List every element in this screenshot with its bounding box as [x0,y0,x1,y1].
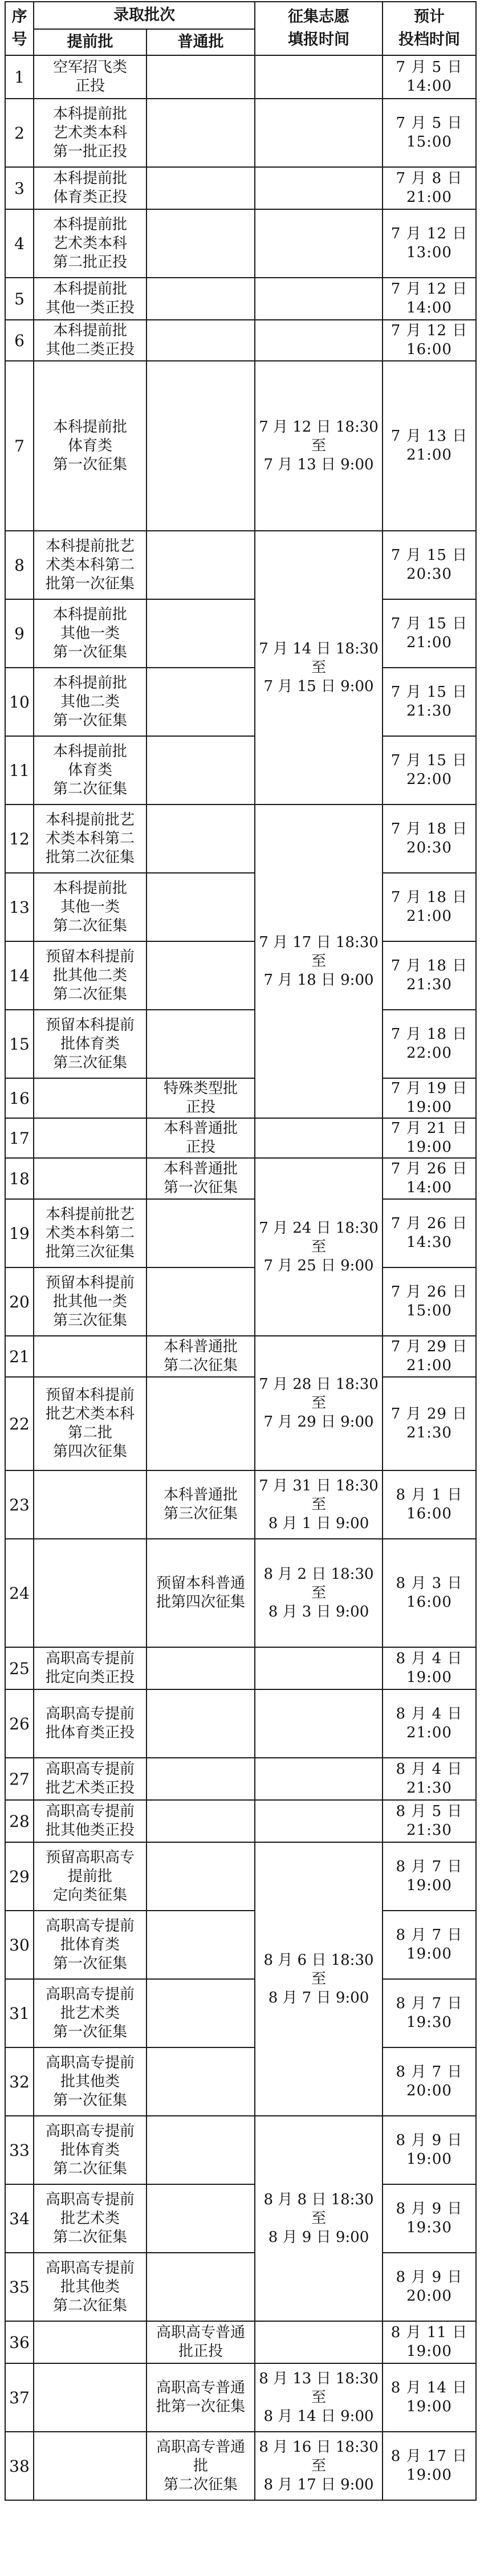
row-number-cell: 21 [5,1336,34,1377]
early-batch-cell: 预留本科提前 批其他二类 第二次征集 [34,941,147,1010]
table-row [5,2321,476,2363]
estimated-time-cell: 7 月 19 日 19:00 [383,1078,476,1118]
row-number-cell: 10 [5,668,34,736]
row-number-cell: 26 [5,1689,34,1758]
normal-batch-cell [147,361,255,531]
table-row [5,1010,476,1078]
fill-window-cell: 8 月 6 日 18:30 至 8 月 7 日 9:00 [255,1842,383,2116]
row-number-cell: 3 [5,167,34,209]
estimated-time-cell: 7 月 26 日 15:00 [383,1267,476,1336]
row-number-cell: 18 [5,1158,34,1199]
normal-batch-cell [147,1199,255,1267]
estimated-time-cell: 7 月 18 日 21:00 [383,873,476,941]
fill-window-cell: 7 月 14 日 18:30 至 7 月 15 日 9:00 [255,531,383,805]
table-row [5,2116,476,2184]
estimated-time-cell: 8 月 17 日 19:00 [383,2432,476,2500]
row-number-cell: 33 [5,2116,34,2184]
table-row [5,1158,476,1199]
normal-batch-cell [147,99,255,167]
estimated-time-cell: 8 月 4 日 21:30 [383,1758,476,1800]
table-row [5,99,476,167]
normal-batch-cell: 特殊类型批 正投 [147,1078,255,1118]
estimated-time-cell: 8 月 7 日 19:00 [383,1911,476,1979]
estimated-time-cell: 8 月 9 日 19:30 [383,2184,476,2253]
estimated-time-cell: 7 月 26 日 14:00 [383,1158,476,1199]
row-number-cell: 29 [5,1842,34,1911]
normal-batch-cell [147,1800,255,1842]
early-batch-cell: 高职高专提前 批其他类 第一次征集 [34,2047,147,2116]
early-batch-cell: 空军招飞类 正投 [34,55,147,99]
table-row [5,668,476,736]
row-number-cell: 14 [5,941,34,1010]
normal-batch-cell [147,599,255,668]
row-number-cell: 15 [5,1010,34,1078]
row-number-cell: 13 [5,873,34,941]
early-batch-cell [34,1470,147,1539]
estimated-time-cell: 7 月 15 日 21:30 [383,668,476,736]
early-batch-cell: 高职高专提前 批体育类 第二次征集 [34,2116,147,2184]
row-number-cell: 31 [5,1979,34,2047]
row-number-cell: 9 [5,599,34,668]
normal-batch-cell: 高职高专普通批 第二次征集 [147,2432,255,2500]
early-batch-cell [34,1158,147,1199]
estimated-time-cell: 7 月 15 日 21:00 [383,599,476,668]
estimated-time-cell: 8 月 5 日 21:30 [383,1800,476,1842]
row-number-cell: 30 [5,1911,34,1979]
estimated-time-cell: 7 月 29 日 21:00 [383,1336,476,1377]
row-number-cell: 24 [5,1539,34,1647]
row-number-cell: 28 [5,1800,34,1842]
table-row [5,1689,476,1758]
row-number-cell: 27 [5,1758,34,1800]
normal-batch-cell: 本科普通批 正投 [147,1118,255,1158]
normal-batch-cell [147,209,255,278]
early-batch-cell: 高职高专提前 批其他类正投 [34,1800,147,1842]
normal-batch-cell [147,873,255,941]
estimated-time-cell: 8 月 4 日 21:00 [383,1689,476,1758]
normal-batch-cell [147,1842,255,1911]
row-number-cell: 11 [5,736,34,805]
table-row [5,873,476,941]
estimated-time-cell: 7 月 12 日 16:00 [383,320,476,361]
normal-batch-cell [147,668,255,736]
early-batch-cell: 高职高专提前 批艺术类正投 [34,1758,147,1800]
header-estimate: 预计 投档时间 [383,2,476,55]
early-batch-cell [34,2432,147,2500]
estimated-time-cell: 7 月 8 日 21:00 [383,167,476,209]
early-batch-cell: 本科提前批 体育类 第一次征集 [34,361,147,531]
estimated-time-cell: 7 月 5 日 14:00 [383,55,476,99]
header-seq: 序 号 [5,2,34,55]
estimated-time-cell: 7 月 18 日 21:30 [383,941,476,1010]
estimated-time-cell: 8 月 9 日 19:00 [383,2116,476,2184]
estimated-time-cell: 8 月 7 日 20:00 [383,2047,476,2116]
estimated-time-cell: 8 月 3 日 16:00 [383,1539,476,1647]
normal-batch-cell [147,320,255,361]
normal-batch-cell: 高职高专普通 批第一次征集 [147,2363,255,2432]
fill-window-cell [255,99,383,167]
normal-batch-cell [147,167,255,209]
table-row [5,1979,476,2047]
table-row [5,55,476,99]
estimated-time-cell: 8 月 4 日 19:00 [383,1647,476,1689]
admission-schedule-table [5,1,477,2501]
early-batch-cell: 高职高专提前 批艺术类 第一次征集 [34,1979,147,2047]
early-batch-cell: 高职高专提前 批艺术类 第二次征集 [34,2184,147,2253]
estimated-time-cell: 7 月 12 日 14:00 [383,278,476,320]
fill-window-cell: 7 月 17 日 18:30 至 7 月 18 日 9:00 [255,805,383,1118]
early-batch-cell: 本科提前批 其他一类 第二次征集 [34,873,147,941]
normal-batch-cell [147,1647,255,1689]
fill-window-cell [255,1118,383,1158]
early-batch-cell: 本科提前批 艺术类本科 第一批正投 [34,99,147,167]
estimated-time-cell: 7 月 12 日 13:00 [383,209,476,278]
estimated-time-cell: 7 月 5 日 15:00 [383,99,476,167]
early-batch-cell [34,1539,147,1647]
fill-window-cell: 7 月 12 日 18:30 至 7 月 13 日 9:00 [255,361,383,531]
row-number-cell: 8 [5,531,34,599]
table-row [5,941,476,1010]
fill-window-cell: 8 月 16 日 18:30 至 8 月 17 日 9:00 [255,2432,383,2500]
early-batch-cell: 高职高专提前 批定向类正投 [34,1647,147,1689]
table-row [5,1470,476,1539]
early-batch-cell [34,1336,147,1377]
normal-batch-cell: 预留本科普通 批第四次征集 [147,1539,255,1647]
header-early: 提前批 [34,29,147,55]
table-header [5,2,476,55]
table-row [5,2432,476,2500]
row-number-cell: 37 [5,2363,34,2432]
header-batch: 录取批次 [34,2,255,29]
early-batch-cell: 本科提前批 体育类 第二次征集 [34,736,147,805]
fill-window-cell [255,209,383,278]
early-batch-cell: 本科提前批艺 术类本科第二 批第一次征集 [34,531,147,599]
fill-window-cell [255,55,383,99]
estimated-time-cell: 7 月 15 日 20:30 [383,531,476,599]
fill-window-cell [255,1647,383,1689]
header-window: 征集志愿 填报时间 [255,2,383,55]
estimated-time-cell: 7 月 21 日 19:00 [383,1118,476,1158]
fill-window-cell [255,167,383,209]
table-row [5,1842,476,1911]
normal-batch-cell [147,1010,255,1078]
table-body [5,55,476,2500]
table-row [5,1267,476,1336]
early-batch-cell: 高职高专提前 批其他类 第二次征集 [34,2253,147,2321]
row-number-cell: 25 [5,1647,34,1689]
estimated-time-cell: 7 月 29 日 21:30 [383,1377,476,1470]
table-row [5,531,476,599]
normal-batch-cell: 本科普通批 第三次征集 [147,1470,255,1539]
normal-batch-cell [147,805,255,873]
row-number-cell: 6 [5,320,34,361]
early-batch-cell [34,2321,147,2363]
fill-window-cell [255,1689,383,1758]
table-row [5,2184,476,2253]
table-row [5,1911,476,1979]
table-row [5,1539,476,1647]
table-row [5,1336,476,1377]
normal-batch-cell [147,941,255,1010]
normal-batch-cell: 本科普通批 第一次征集 [147,1158,255,1199]
fill-window-cell: 8 月 13 日 18:30 至 8 月 14 日 9:00 [255,2363,383,2432]
estimated-time-cell: 8 月 7 日 19:00 [383,1842,476,1911]
early-batch-cell [34,1118,147,1158]
fill-window-cell: 8 月 2 日 18:30 至 8 月 3 日 9:00 [255,1539,383,1647]
normal-batch-cell [147,531,255,599]
row-number-cell: 23 [5,1470,34,1539]
row-number-cell: 5 [5,278,34,320]
table-row [5,1647,476,1689]
fill-window-cell [255,278,383,320]
fill-window-cell [255,2321,383,2363]
early-batch-cell: 本科提前批 其他一类 第一次征集 [34,599,147,668]
normal-batch-cell [147,1377,255,1470]
table-row [5,1800,476,1842]
estimated-time-cell: 8 月 9 日 20:00 [383,2253,476,2321]
table-row [5,320,476,361]
table-row [5,1078,476,1118]
fill-window-cell [255,1800,383,1842]
early-batch-cell: 高职高专提前 批体育类 第一次征集 [34,1911,147,1979]
fill-window-cell [255,320,383,361]
fill-window-cell: 7 月 28 日 18:30 至 7 月 29 日 9:00 [255,1336,383,1470]
early-batch-cell [34,2363,147,2432]
table-row [5,2363,476,2432]
table-row [5,736,476,805]
row-number-cell: 7 [5,361,34,531]
fill-window-cell: 7 月 24 日 18:30 至 7 月 25 日 9:00 [255,1158,383,1336]
estimated-time-cell: 7 月 18 日 20:30 [383,805,476,873]
normal-batch-cell: 高职高专普通 批正投 [147,2321,255,2363]
early-batch-cell [34,1078,147,1118]
table-row [5,167,476,209]
normal-batch-cell [147,2184,255,2253]
row-number-cell: 36 [5,2321,34,2363]
table-row [5,599,476,668]
normal-batch-cell [147,1689,255,1758]
row-number-cell: 38 [5,2432,34,2500]
estimated-time-cell: 8 月 1 日 16:00 [383,1470,476,1539]
table-row [5,361,476,531]
estimated-time-cell: 7 月 15 日 22:00 [383,736,476,805]
normal-batch-cell [147,278,255,320]
normal-batch-cell [147,2047,255,2116]
normal-batch-cell [147,1758,255,1800]
table-row [5,278,476,320]
normal-batch-cell [147,2253,255,2321]
normal-batch-cell: 本科普通批 第二次征集 [147,1336,255,1377]
row-number-cell: 34 [5,2184,34,2253]
table-row [5,1758,476,1800]
normal-batch-cell [147,2116,255,2184]
estimated-time-cell: 8 月 7 日 19:30 [383,1979,476,2047]
early-batch-cell: 本科提前批 其他二类正投 [34,320,147,361]
fill-window-cell: 8 月 8 日 18:30 至 8 月 9 日 9:00 [255,2116,383,2321]
normal-batch-cell [147,1979,255,2047]
estimated-time-cell: 7 月 26 日 14:30 [383,1199,476,1267]
early-batch-cell: 本科提前批 体育类正投 [34,167,147,209]
table-row [5,1377,476,1470]
early-batch-cell: 高职高专提前 批体育类正投 [34,1689,147,1758]
early-batch-cell: 本科提前批 艺术类本科 第二批正投 [34,209,147,278]
table-row [5,209,476,278]
table-row [5,2047,476,2116]
early-batch-cell: 预留高职高专 提前批 定向类征集 [34,1842,147,1911]
row-number-cell: 16 [5,1078,34,1118]
row-number-cell: 1 [5,55,34,99]
row-number-cell: 19 [5,1199,34,1267]
table-row [5,2253,476,2321]
table-row [5,805,476,873]
header-normal: 普通批 [147,29,255,55]
estimated-time-cell: 8 月 11 日 19:00 [383,2321,476,2363]
fill-window-cell: 7 月 31 日 18:30 至 8 月 1 日 9:00 [255,1470,383,1539]
normal-batch-cell [147,736,255,805]
estimated-time-cell: 8 月 14 日 19:00 [383,2363,476,2432]
estimated-time-cell: 7 月 13 日 21:00 [383,361,476,531]
table-row [5,1118,476,1158]
early-batch-cell: 预留本科提前 批体育类 第三次征集 [34,1010,147,1078]
row-number-cell: 35 [5,2253,34,2321]
row-number-cell: 12 [5,805,34,873]
table-row [5,1199,476,1267]
normal-batch-cell [147,1911,255,1979]
normal-batch-cell [147,55,255,99]
estimated-time-cell: 7 月 18 日 22:00 [383,1010,476,1078]
row-number-cell: 4 [5,209,34,278]
row-number-cell: 20 [5,1267,34,1336]
early-batch-cell: 预留本科提前 批其他一类 第三次征集 [34,1267,147,1336]
row-number-cell: 22 [5,1377,34,1470]
row-number-cell: 17 [5,1118,34,1158]
early-batch-cell: 预留本科提前 批艺术类本科 第二批 第四次征集 [34,1377,147,1470]
row-number-cell: 32 [5,2047,34,2116]
normal-batch-cell [147,1267,255,1336]
early-batch-cell: 本科提前批 其他一类正投 [34,278,147,320]
early-batch-cell: 本科提前批艺 术类本科第二 批第三次征集 [34,1199,147,1267]
row-number-cell: 2 [5,99,34,167]
fill-window-cell [255,1758,383,1800]
early-batch-cell: 本科提前批艺 术类本科第二 批第二次征集 [34,805,147,873]
early-batch-cell: 本科提前批 其他二类 第一次征集 [34,668,147,736]
